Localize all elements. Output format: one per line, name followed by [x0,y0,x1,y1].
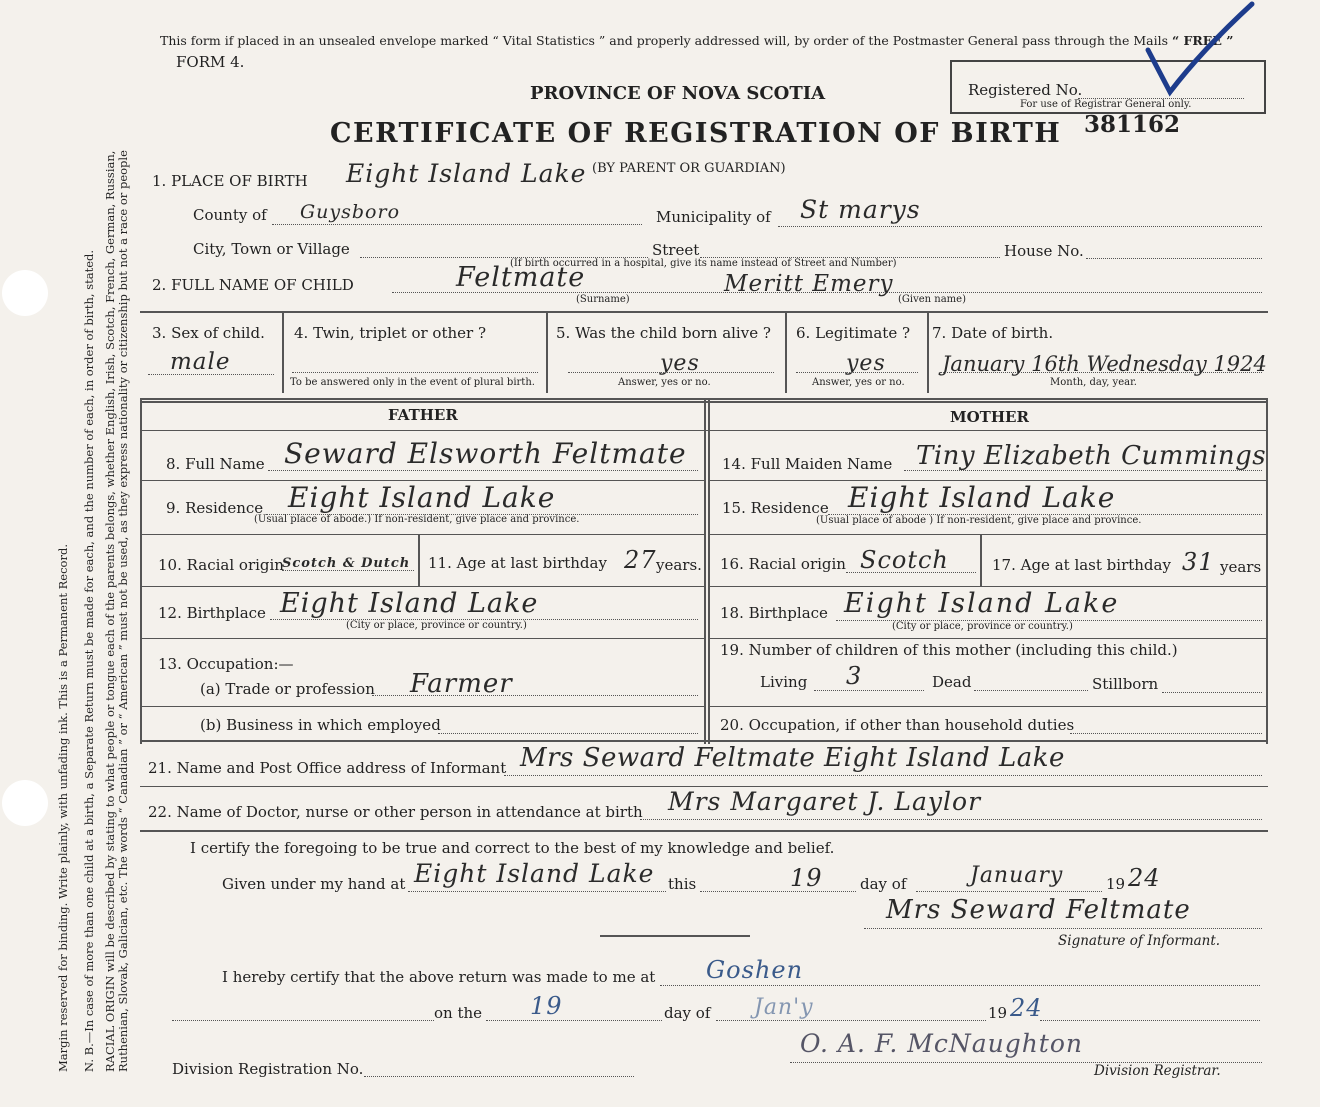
informant-signature: Mrs Seward Feltmate [886,895,1191,925]
dob-value: January 16th Wednesday 1924 [942,352,1267,376]
living-label: Living [760,673,808,691]
father-occupation-label: 13. Occupation:— [158,655,294,673]
province-heading: PROVINCE OF NOVA SCOTIA [530,83,826,104]
certificate-title: CERTIFICATE OF REGISTRATION OF BIRTH [330,118,1062,149]
mother-name-value: Tiny Elizabeth Cummings [916,441,1267,471]
father-race-label: 10. Racial origin [158,556,284,574]
day-of-label: day of [860,875,907,893]
mother-residence-note: (Usual place of abode ) If non-resident, give place and province. [816,515,1142,526]
child-surname: Feltmate [456,262,586,293]
legitimate-value: yes [846,351,886,376]
twin-note: To be answered only in the event of plural birth. [290,377,535,388]
county-value: Guysboro [300,201,401,223]
registrar-year-value: 24 [1010,994,1043,1022]
mother-residence-value: Eight Island Lake [848,481,1116,514]
by-parent-label: (BY PARENT OR GUARDIAN) [592,161,786,176]
father-birthplace-value: Eight Island Lake [280,588,539,619]
mother-age-label: 17. Age at last birthday [992,556,1171,574]
registrar-day-value: 19 [530,992,563,1020]
registrar-year-prefix: 19 [988,1004,1008,1022]
margin-note-2: N. B.—In case of more than one child at a birth, a Separate Return must be made for each, and the number of each, in order of birth, stated. [82,249,96,1072]
city-label: City, Town or Village [193,240,350,258]
division-registration-label: Division Registration No. [172,1060,364,1078]
mother-name-label: 14. Full Maiden Name [722,455,893,473]
child-name-label: 2. FULL NAME OF CHILD [152,276,354,294]
doctor-value: Mrs Margaret J. Laylor [668,787,982,816]
certify-year-value: 24 [1128,864,1161,892]
child-given-name: Meritt Emery [724,271,894,297]
dead-label: Dead [932,673,972,691]
father-name-value: Seward Elsworth Feltmate [284,437,687,470]
living-value: 3 [846,662,863,690]
sex-label: 3. Sex of child. [152,324,265,342]
registration-number: 381162 [1084,111,1181,138]
father-name-label: 8. Full Name [166,455,265,473]
trade-value: Farmer [410,669,513,699]
mother-race-value: Scotch [860,546,949,574]
father-birthplace-note: (City or place, province or country.) [346,620,527,631]
father-residence-label: 9. Residence [166,499,264,517]
given-place-value: Eight Island Lake [414,859,655,888]
trade-label: (a) Trade or profession [200,680,375,698]
sex-value: male [170,349,231,375]
mother-race-label: 16. Racial origin [720,555,846,573]
informant-value: Mrs Seward Feltmate Eight Island Lake [520,743,1065,773]
born-alive-label: 5. Was the child born alive ? [556,324,771,342]
father-birthplace-label: 12. Birthplace [158,604,266,622]
punch-hole-top [2,270,48,316]
registrar-use-label: For use of Registrar General only. [1020,99,1192,110]
certify-year-prefix: 19 [1106,875,1126,893]
certify-day-value: 19 [790,864,823,892]
registrar-place-value: Goshen [706,956,804,984]
registrar-signature: O. A. F. McNaughton [800,1029,1084,1058]
certify-statement: I certify the foregoing to be true and correct to the best of my knowledge and belief. [190,839,835,857]
place-of-birth-label: 1. PLACE OF BIRTH [152,172,308,190]
checkmark-icon [1140,0,1260,120]
father-residence-value: Eight Island Lake [288,481,556,514]
registrar-day-of-label: day of [664,1004,711,1022]
place-of-birth-value: Eight Island Lake [346,159,587,188]
municipality-label: Municipality of [656,208,771,226]
county-label: County of [193,206,267,224]
this-label: this [668,875,697,893]
mother-age-value: 31 [1182,548,1215,576]
free-label: “ FREE ” [1171,33,1234,48]
father-heading: FATHER [388,406,458,424]
dob-label: 7. Date of birth. [932,324,1054,342]
margin-note-3: RACIAL ORIGIN will be described by stating to what people or tongue each of the parents belongs, whether English, Irish, Scotch, French, German, Russian, [103,150,117,1072]
mother-birthplace-value: Eight Island Lake [844,588,1120,619]
registered-no-label: Registered No. [968,81,1083,99]
street-label: Street [652,241,700,259]
punch-hole-bottom [2,780,48,826]
registrar-month-value: Jan'y [754,995,814,1020]
born-alive-note: Answer, yes or no. [618,377,711,388]
postal-notice [160,32,1233,50]
form-number: FORM 4. [176,53,245,71]
born-alive-value: yes [660,351,700,376]
children-count-label: 19. Number of children of this mother (including this child.) [720,641,1178,659]
informant-signature-caption: Signature of Informant. [1058,933,1221,949]
mother-birthplace-note: (City or place, province or country.) [892,621,1073,632]
mother-occupation-label: 20. Occupation, if other than household duties [720,716,1075,734]
postal-notice-text: This form if placed in an unsealed envelope marked “ Vital Statistics ” and properly addressed will, by order of the Postmaster General pass through the Mails [160,33,1168,48]
dob-note: Month, day, year. [1050,377,1137,388]
mother-residence-label: 15. Residence [722,499,829,517]
business-label: (b) Business in which employed [200,716,441,734]
doctor-label: 22. Name of Doctor, nurse or other person in attendance at birth [148,803,643,821]
father-age-label: 11. Age at last birthday [428,554,607,572]
legitimate-note: Answer, yes or no. [812,377,905,388]
father-years-label: years. [656,556,702,574]
mother-years-label: years [1220,558,1262,576]
mother-birthplace-label: 18. Birthplace [720,604,828,622]
informant-label: 21. Name and Post Office address of Informant [148,759,507,777]
father-race-value: Scotch & Dutch [282,556,411,571]
twin-label: 4. Twin, triplet or other ? [294,324,486,342]
margin-note-1: Margin reserved for binding. Write plainly, with unfading ink. This is a Permanent Record. [56,544,70,1072]
house-no-label: House No. [1004,242,1084,260]
registrar-statement: I hereby certify that the above return was made to me at [222,968,656,986]
father-residence-note: (Usual place of abode.) If non-resident, give place and province. [254,514,580,525]
margin-note-4: Ruthenian, Slovak, Galician, etc. The words “ Canadian ” or “ American ” must not be used, as they express nationality or citizenship but not a race or people [116,150,130,1072]
municipality-value: St marys [800,195,921,224]
hospital-note: (If birth occurred in a hospital, give its name instead of Street and Number) [510,258,897,269]
stillborn-label: Stillborn [1092,675,1159,693]
mother-heading: MOTHER [950,408,1029,426]
given-name-caption: (Given name) [898,294,966,305]
certify-month-value: January [970,863,1064,888]
father-age-value: 27 [624,546,657,574]
given-under-label: Given under my hand at [222,875,406,893]
surname-caption: (Surname) [576,294,630,305]
on-the-label: on the [434,1004,483,1022]
legitimate-label: 6. Legitimate ? [796,324,911,342]
division-registrar-caption: Division Registrar. [1094,1063,1221,1079]
